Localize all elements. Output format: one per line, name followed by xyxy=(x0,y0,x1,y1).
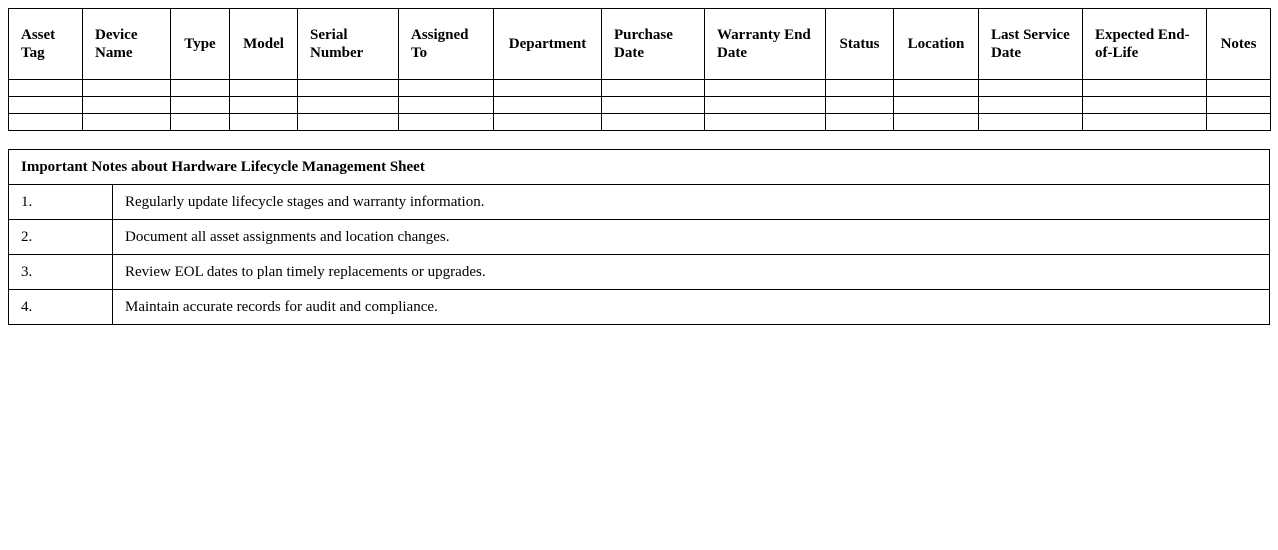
table-cell[interactable] xyxy=(298,97,399,114)
note-row xyxy=(9,185,1270,220)
note-row xyxy=(9,220,1270,255)
column-header-last-service-date: Last Service Date xyxy=(979,9,1083,80)
table-cell[interactable] xyxy=(1083,80,1207,97)
table-cell[interactable] xyxy=(230,114,298,131)
notes-title: Important Notes about Hardware Lifecycle Management Sheet xyxy=(9,150,1270,185)
table-cell[interactable] xyxy=(705,97,826,114)
table-cell[interactable] xyxy=(894,80,979,97)
table-cell[interactable] xyxy=(1207,80,1271,97)
column-header-assigned-to: Assigned To xyxy=(399,9,494,80)
table-cell[interactable] xyxy=(399,80,494,97)
table-row xyxy=(9,80,1271,97)
note-row xyxy=(9,290,1270,325)
column-header-asset-tag: Asset Tag xyxy=(9,9,83,80)
table-cell[interactable] xyxy=(705,114,826,131)
column-header-status: Status xyxy=(826,9,894,80)
note-text: Regularly update lifecycle stages and warranty information. xyxy=(113,185,1270,220)
column-header-location: Location xyxy=(894,9,979,80)
table-cell[interactable] xyxy=(826,114,894,131)
note-number: 3. xyxy=(9,255,113,290)
table-cell[interactable] xyxy=(230,97,298,114)
important-notes-table xyxy=(8,149,1270,325)
table-cell[interactable] xyxy=(171,97,230,114)
table-cell[interactable] xyxy=(979,80,1083,97)
table-cell[interactable] xyxy=(894,97,979,114)
table-cell[interactable] xyxy=(979,97,1083,114)
table-cell[interactable] xyxy=(171,80,230,97)
column-header-device-name: Device Name xyxy=(83,9,171,80)
table-cell[interactable] xyxy=(826,80,894,97)
table-cell[interactable] xyxy=(894,114,979,131)
table-cell[interactable] xyxy=(9,80,83,97)
table-cell[interactable] xyxy=(83,114,171,131)
table-cell[interactable] xyxy=(171,114,230,131)
table-cell[interactable] xyxy=(298,114,399,131)
table-cell[interactable] xyxy=(602,97,705,114)
header-row xyxy=(9,9,1271,80)
table-cell[interactable] xyxy=(979,114,1083,131)
table-cell[interactable] xyxy=(1083,97,1207,114)
table-cell[interactable] xyxy=(1207,114,1271,131)
note-text: Document all asset assignments and location changes. xyxy=(113,220,1270,255)
table-cell[interactable] xyxy=(826,97,894,114)
table-cell[interactable] xyxy=(230,80,298,97)
table-cell[interactable] xyxy=(1083,114,1207,131)
table-cell[interactable] xyxy=(494,97,602,114)
table-cell[interactable] xyxy=(399,97,494,114)
table-cell[interactable] xyxy=(705,80,826,97)
table-cell[interactable] xyxy=(602,80,705,97)
column-header-purchase-date: Purchase Date xyxy=(602,9,705,80)
table-row xyxy=(9,97,1271,114)
column-header-model: Model xyxy=(230,9,298,80)
table-cell[interactable] xyxy=(399,114,494,131)
column-header-notes: Notes xyxy=(1207,9,1271,80)
table-cell[interactable] xyxy=(83,80,171,97)
table-cell[interactable] xyxy=(494,114,602,131)
table-cell[interactable] xyxy=(1207,97,1271,114)
table-cell[interactable] xyxy=(494,80,602,97)
note-text: Maintain accurate records for audit and compliance. xyxy=(113,290,1270,325)
table-row xyxy=(9,114,1271,131)
table-cell[interactable] xyxy=(9,114,83,131)
table-cell[interactable] xyxy=(298,80,399,97)
note-row xyxy=(9,255,1270,290)
table-cell[interactable] xyxy=(602,114,705,131)
note-number: 4. xyxy=(9,290,113,325)
note-number: 2. xyxy=(9,220,113,255)
column-header-type: Type xyxy=(171,9,230,80)
column-header-department: Department xyxy=(494,9,602,80)
note-text: Review EOL dates to plan timely replacements or upgrades. xyxy=(113,255,1270,290)
column-header-expected-end-of-life: Expected End-of-Life xyxy=(1083,9,1207,80)
column-header-warranty-end-date: Warranty End Date xyxy=(705,9,826,80)
column-header-serial-number: Serial Number xyxy=(298,9,399,80)
table-cell[interactable] xyxy=(9,97,83,114)
asset-tracking-table xyxy=(8,8,1271,131)
table-cell[interactable] xyxy=(83,97,171,114)
note-number: 1. xyxy=(9,185,113,220)
